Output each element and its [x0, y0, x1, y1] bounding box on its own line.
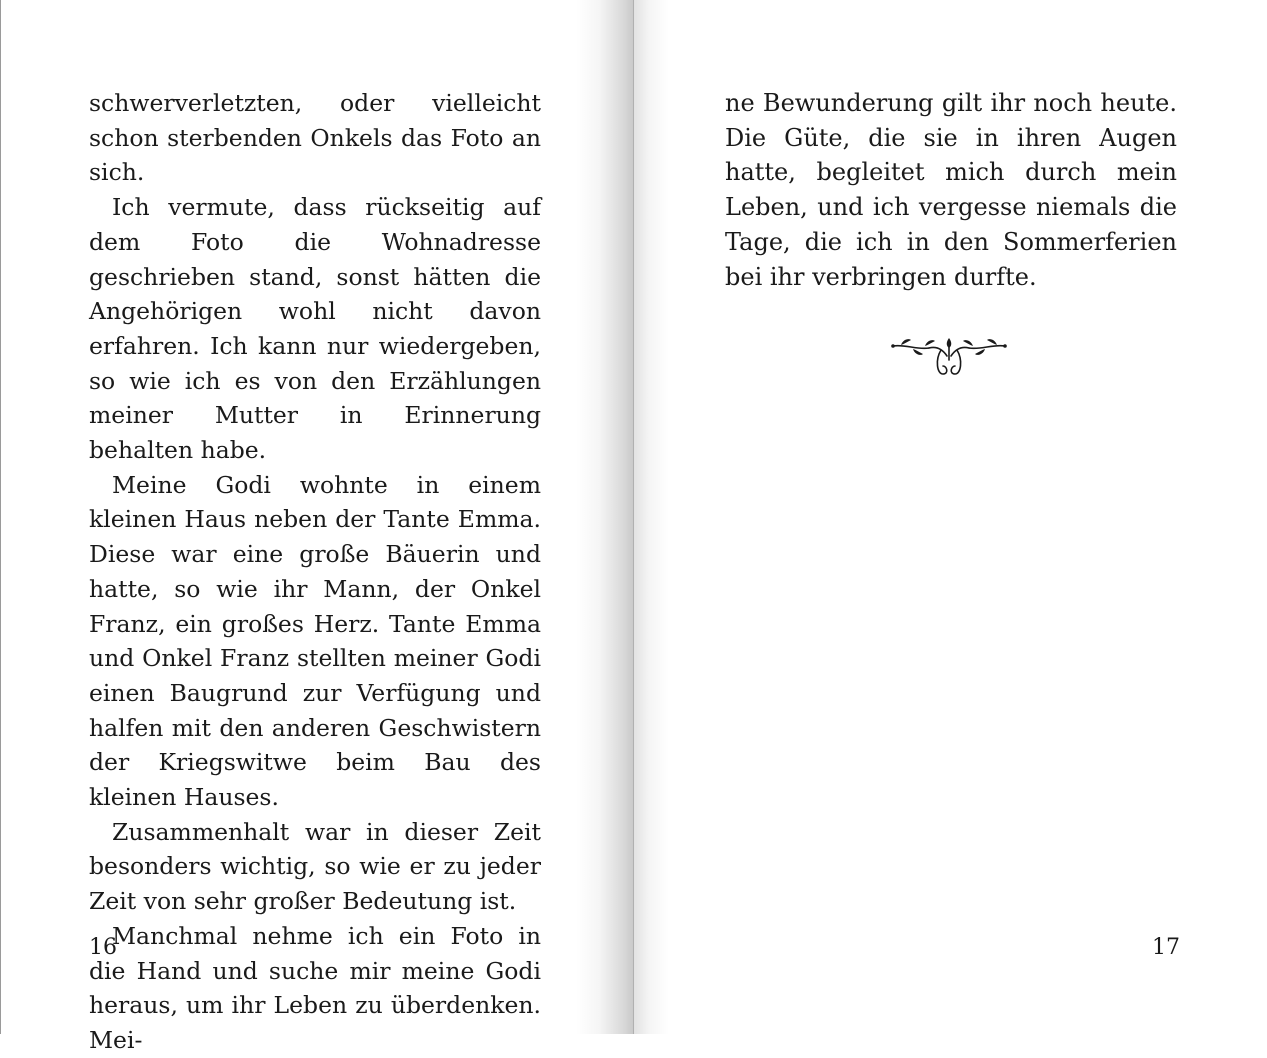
paragraph: Meine Godi wohnte in einem kleinen Haus neben der Tante Emma. Diese war eine große Bäuerin und hatte, so wie ihr Mann, der Onkel Franz, ein großes Herz. Tante Emma und Onkel Franz stellten meiner Godi einen Baugrund zur Verfügung und halfen mit den anderen Geschwistern der Kriegswitwe beim Bau des kleinen Hauses. — [89, 470, 541, 812]
gutter-shadow-left — [576, 0, 634, 1034]
paragraph: Ich vermute, dass rückseitig auf dem Foto die Wohnadresse geschrieben stand, sonst hätten die Angehörigen wohl nicht davon erfahren. Ich kann nur wiedergeben, so wie ich es von den Erzählungen meiner Mutter in Erinnerung behalten habe. — [89, 193, 541, 465]
page-number-right: 17 — [1152, 935, 1180, 960]
gutter-shadow-right — [633, 0, 669, 1034]
paragraph: ne Bewunderung gilt ihr noch heute. Die Güte, die sie in ihren Augen hatte, begleitet mich durch mein Leben, und ich vergesse niemals die Tage, die ich in den Sommerferien bei ihr verbringen durfte. — [725, 89, 1177, 291]
paragraph: schwerverletzten, oder vielleicht schon sterbenden Onkels das Foto an sich. — [89, 89, 541, 187]
page-number-left: 16 — [89, 935, 117, 960]
paragraph: Manchmal nehme ich ein Foto in die Hand und suche mir meine Godi heraus, um ihr Leben zu überdenken. Mei- — [89, 921, 541, 1054]
floral-vine-ornament-icon — [889, 330, 1009, 380]
left-page-text — [89, 86, 541, 1058]
paragraph: Zusammenhalt war in dieser Zeit besonders wichtig, so wie er zu jeder Zeit von sehr großer Bedeutung ist. — [89, 817, 541, 916]
right-page-text — [725, 86, 1177, 294]
